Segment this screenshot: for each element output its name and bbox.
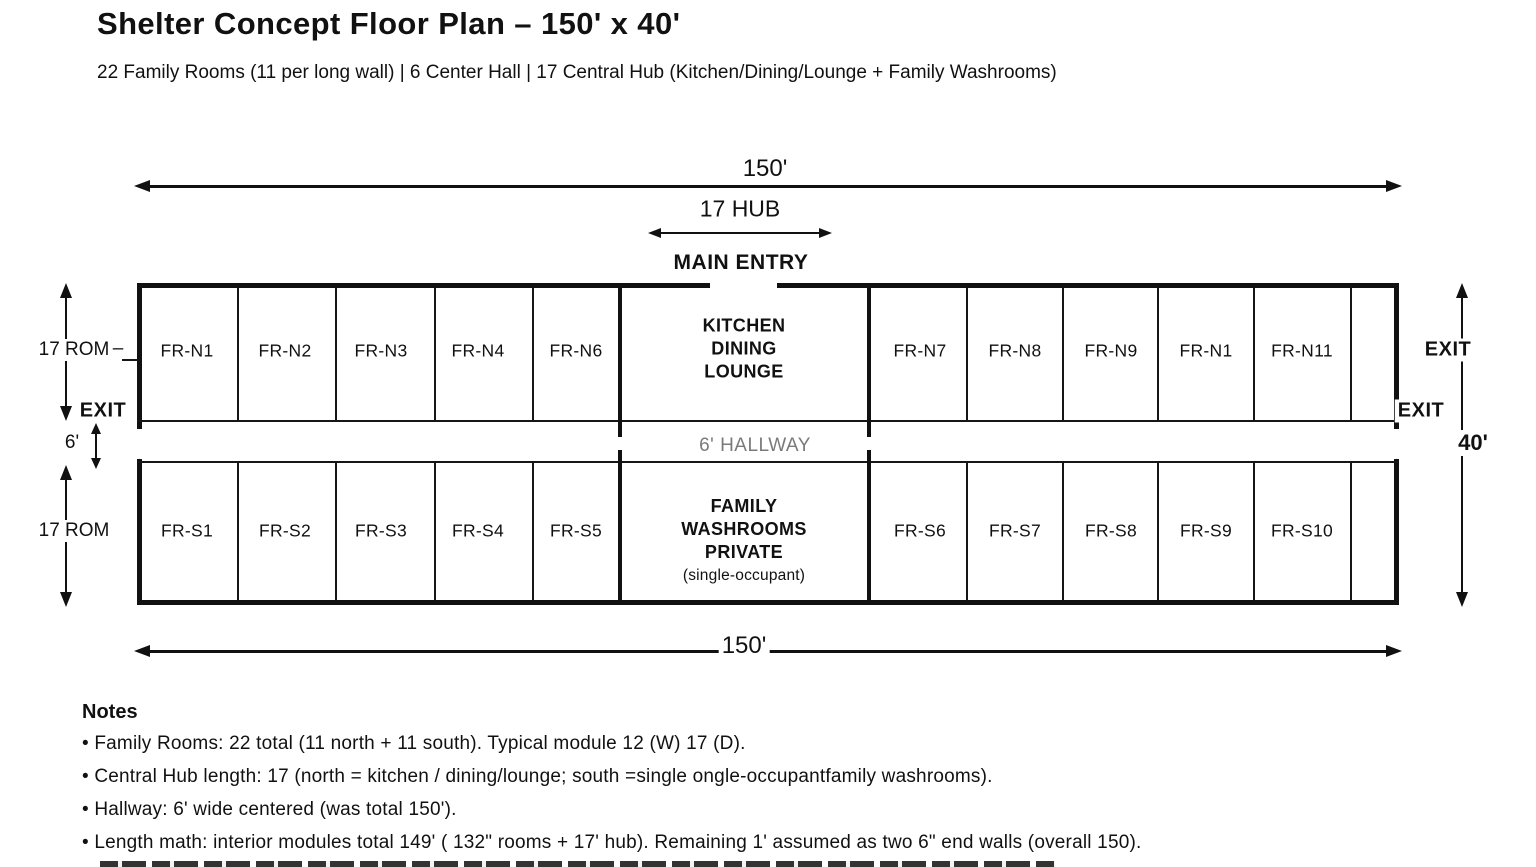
partition-south-7: [1157, 463, 1159, 600]
note-text: Length math: interior modules total 149' ( 132" rooms + 17' hub). Remaining 1' assumed as two 6" end walls (overall 150).: [94, 832, 1142, 853]
partition-south-1: [237, 463, 239, 600]
arrowhead-right-icon: [1386, 180, 1402, 192]
partition-south-4: [532, 463, 534, 600]
note-line-1: [82, 733, 746, 755]
bullet-icon: •: [82, 766, 89, 787]
hub-wall-south-right: [867, 463, 871, 600]
room-label-south-7: FR-S7: [988, 520, 1042, 541]
room-label-south-6: FR-S6: [893, 520, 947, 541]
room-label-south-8: FR-S8: [1084, 520, 1138, 541]
hallway-width-label: 6': [64, 432, 80, 453]
hallway-label: 6' HALLWAY: [699, 435, 811, 456]
bullet-icon: •: [82, 832, 89, 853]
room-label-south-4: FR-S4: [451, 520, 505, 541]
room-label-south-10: FR-S10: [1270, 520, 1334, 541]
south-room-depth-label: 17 ROM: [36, 520, 113, 542]
hub-north-line-2: DINING: [711, 338, 777, 359]
partition-south-9: [1350, 463, 1352, 600]
hallway-north-line: [137, 420, 1399, 422]
dimension-line-top: [149, 185, 1387, 188]
hub-north-line-3: LOUNGE: [704, 361, 784, 382]
exit-right-lower-label: EXIT: [1395, 400, 1447, 423]
partition-north-7: [1157, 288, 1159, 420]
room-label-north-4: FR-N4: [451, 340, 505, 361]
room-label-north-2: FR-N2: [258, 340, 312, 361]
partition-north-8: [1253, 288, 1255, 420]
partition-south-6: [1062, 463, 1064, 600]
exit-left-label: EXIT: [79, 399, 127, 422]
wall-bottom: [137, 600, 1399, 605]
dimension-overall-width-bottom: 150': [719, 632, 770, 660]
arrowhead-right-icon: [1386, 645, 1402, 657]
note-line-4: [82, 832, 1141, 854]
partition-south-5: [966, 463, 968, 600]
bullet-icon: •: [82, 733, 89, 754]
dimension-line-hub: [660, 232, 820, 234]
partition-north-2: [335, 288, 337, 420]
room-label-north-7: FR-N8: [988, 340, 1042, 361]
note-text: Family Rooms: 22 total (11 north + 11 south). Typical module 12 (W) 17 (D).: [94, 733, 746, 754]
wall-left-lower: [137, 459, 142, 605]
room-label-south-3: FR-S3: [354, 520, 408, 541]
exit-right-upper-label: EXIT: [1422, 339, 1474, 362]
note-text: Central Hub length: 17 (north = kitchen / dining/lounge; south =single ongle-occupantfamily washrooms).: [94, 766, 993, 787]
hub-wall-north-right: [867, 288, 871, 420]
hub-south-line-3: PRIVATE: [704, 542, 784, 562]
page-title: Shelter Concept Floor Plan – 150' x 40': [97, 6, 681, 41]
wall-top-left-segment: [137, 283, 710, 288]
wall-right-lower: [1394, 459, 1399, 605]
room-label-north-10: FR-N11: [1271, 340, 1333, 361]
room-label-north-5: FR-N6: [549, 340, 603, 361]
hub-wall-hallway-stub: [867, 420, 871, 437]
partition-north-3: [434, 288, 436, 420]
room-label-north-3: FR-N3: [354, 340, 408, 361]
room-label-south-9: FR-S9: [1179, 520, 1233, 541]
partition-north-9: [1350, 288, 1352, 420]
room-label-south-2: FR-S2: [258, 520, 312, 541]
page-subtitle: 22 Family Rooms (11 per long wall) | 6 Center Hall | 17 Central Hub (Kitchen/Dining/Lounge + Family Washrooms): [97, 62, 1057, 83]
north-depth-leader-tick: [122, 359, 139, 361]
room-label-north-8: FR-N9: [1084, 340, 1138, 361]
note-line-3: [82, 799, 457, 821]
arrowhead-down-icon: [91, 458, 101, 469]
wall-left-upper: [137, 283, 142, 429]
hub-wall-hallway-stub: [867, 450, 871, 463]
partition-north-6: [1062, 288, 1064, 420]
arrowhead-left-icon: [648, 228, 661, 238]
main-entry-label: MAIN ENTRY: [673, 251, 809, 274]
hallway-width-arrow-shaft: [95, 432, 97, 459]
room-label-north-6: FR-N7: [893, 340, 947, 361]
room-label-north-1: FR-N1: [160, 340, 214, 361]
hub-wall-south-left: [618, 463, 622, 600]
dimension-overall-width-top: 150': [742, 155, 788, 182]
north-depth-leader-dash: –: [112, 338, 124, 359]
dimension-hub-width: 17 HUB: [699, 195, 781, 222]
overall-height-label: 40': [1455, 430, 1491, 456]
north-room-depth-label: 17 ROM: [36, 339, 113, 361]
arrowhead-down-icon: [60, 406, 72, 421]
hub-wall-hallway-stub: [618, 420, 622, 437]
hub-north-label: [703, 315, 786, 384]
partition-south-2: [335, 463, 337, 600]
note-text: Hallway: 6' wide centered (was total 150').: [94, 799, 457, 820]
partition-north-4: [532, 288, 534, 420]
arrowhead-left-icon: [134, 645, 150, 657]
arrowhead-down-icon: [1456, 592, 1468, 607]
partition-north-5: [966, 288, 968, 420]
partition-south-8: [1253, 463, 1255, 600]
partition-south-3: [434, 463, 436, 600]
hub-south-line-2: WASHROOMS: [681, 519, 807, 539]
hub-wall-hallway-stub: [618, 450, 622, 463]
notes-heading: Notes: [82, 701, 138, 723]
note-line-2: [82, 766, 993, 788]
truncated-note-line: [100, 861, 1055, 867]
hub-wall-north-left: [618, 288, 622, 420]
hub-north-line-1: KITCHEN: [702, 315, 786, 336]
arrowhead-right-icon: [819, 228, 832, 238]
hallway-south-line: [137, 461, 1399, 463]
hub-south-line-1: FAMILY: [710, 496, 778, 516]
arrowhead-down-icon: [60, 592, 72, 607]
room-label-south-1: FR-S1: [160, 520, 214, 541]
bullet-icon: •: [82, 799, 89, 820]
room-label-north-9: FR-N1: [1179, 340, 1233, 361]
hub-south-subline: (single-occupant): [682, 567, 806, 584]
arrowhead-left-icon: [134, 180, 150, 192]
room-label-south-5: FR-S5: [549, 520, 603, 541]
hub-south-label: [681, 495, 807, 587]
partition-north-1: [237, 288, 239, 420]
